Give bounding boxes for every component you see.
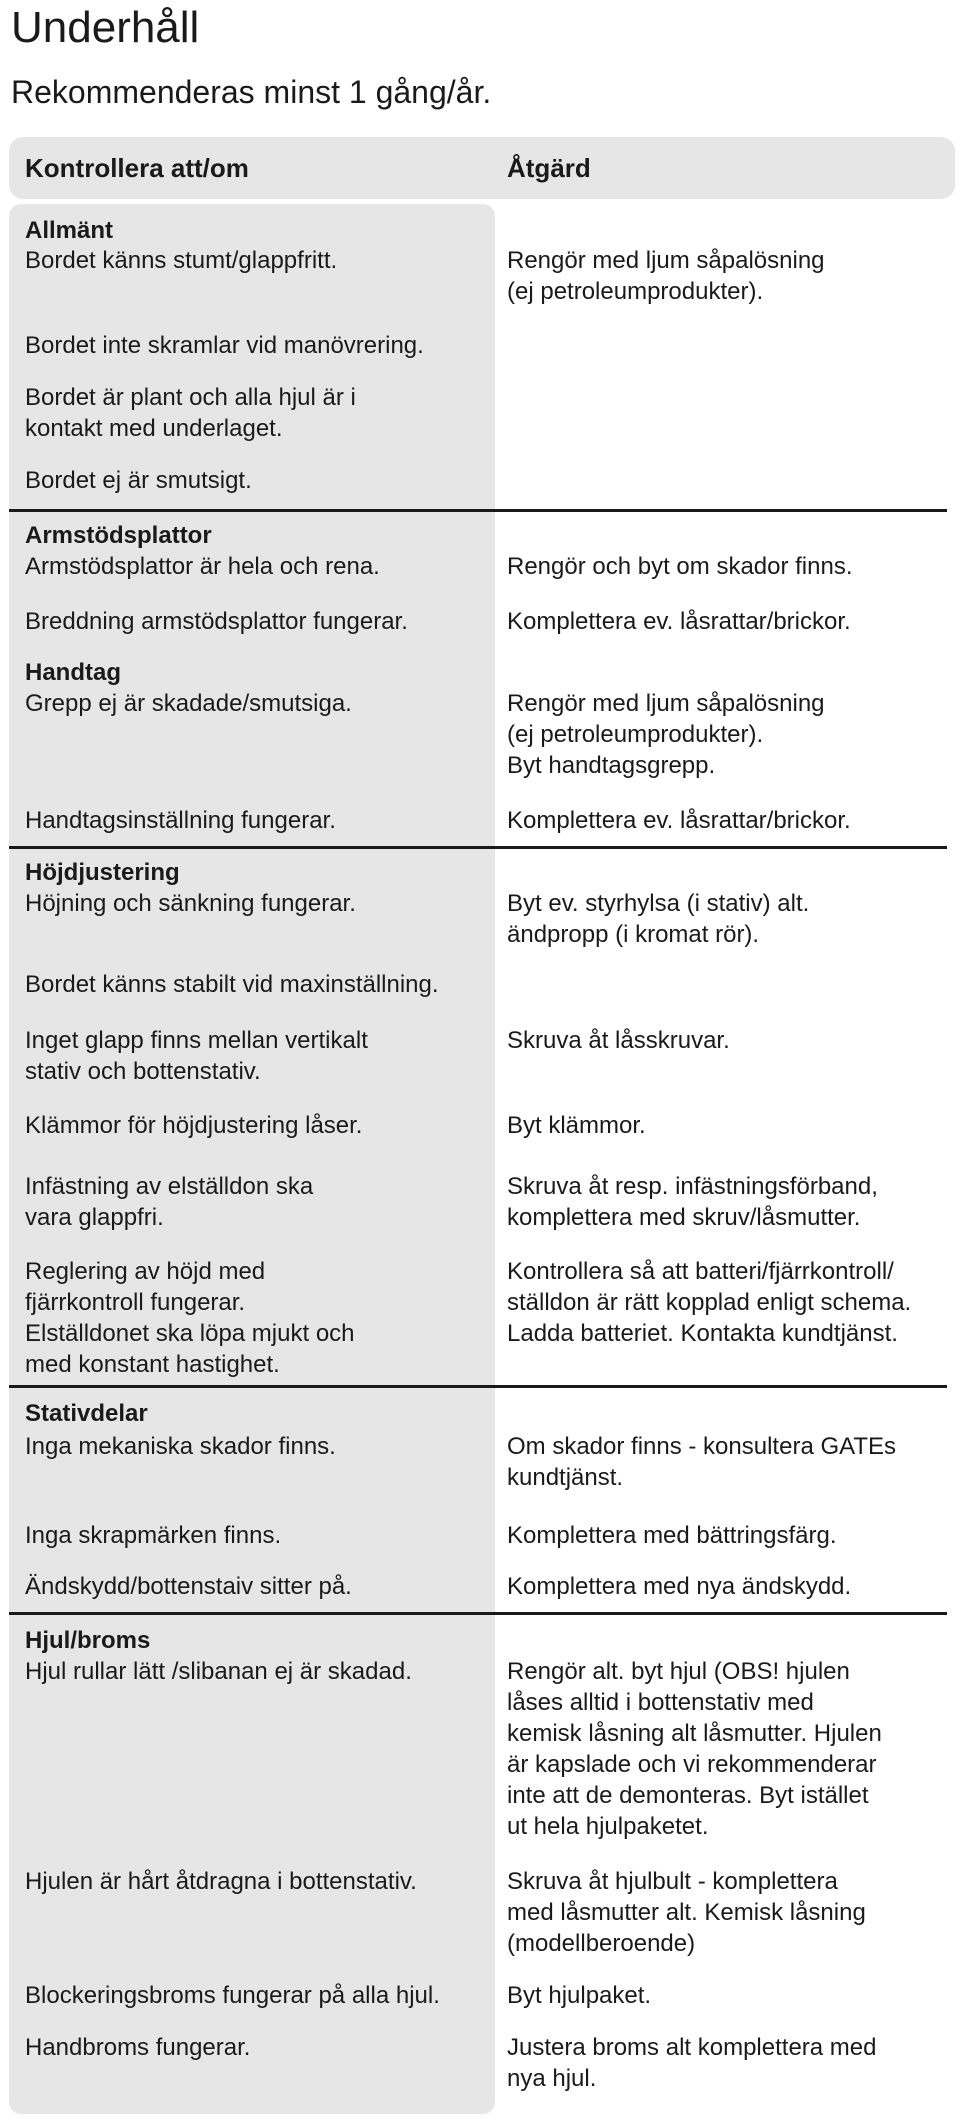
page-title: Underhåll [11, 3, 200, 52]
action-cell: Skruva åt låsskruvar. [507, 1027, 730, 1054]
column-header-action: Åtgärd [507, 153, 591, 183]
action-cell: Kontrollera så att batteri/fjärrkontroll/ ställdon är rätt kopplad enligt schema. Ladda batteriet. Kontakta kundtjänst. [507, 1258, 912, 1347]
check-cell: Armstödsplattor är hela och rena. [25, 553, 380, 580]
check-cell: Ändskydd/bottenstaiv sitter på. [25, 1573, 352, 1600]
section-heading: Stativdelar [25, 1400, 148, 1427]
action-cell: Byt ev. styrhylsa (i stativ) alt. ändpropp (i kromat rör). [507, 890, 810, 948]
section-divider [9, 509, 947, 512]
section-heading: Armstödsplattor [25, 522, 212, 549]
check-cell: Inget glapp finns mellan vertikalt stativ och bottenstativ. [25, 1027, 368, 1085]
action-cell: Rengör med ljum såpalösning (ej petroleumprodukter). [507, 247, 825, 305]
action-cell: Rengör alt. byt hjul (OBS! hjulen låses alltid i bottenstativ med kemisk låsning alt låsmutter. Hjulen är kapslade och vi rekommenderar inte att de demonteras. Byt istället ut hela hjulpaketet. [507, 1658, 882, 1840]
check-cell: Klämmor för höjdjustering låser. [25, 1112, 363, 1139]
action-cell: Justera broms alt komplettera med nya hjul. [507, 2034, 877, 2092]
check-cell: Grepp ej är skadade/smutsiga. [25, 690, 352, 717]
action-cell: Komplettera med bättringsfärg. [507, 1522, 837, 1549]
check-cell: Höjning och sänkning fungerar. [25, 890, 356, 917]
section-divider [9, 1612, 947, 1615]
action-cell: Skruva åt hjulbult - komplettera med låsmutter alt. Kemisk låsning (modellberoende) [507, 1868, 866, 1957]
check-cell: Inga mekaniska skador finns. [25, 1433, 336, 1460]
check-cell: Bordet känns stabilt vid maxinställning. [25, 971, 439, 998]
check-cell: Breddning armstödsplattor fungerar. [25, 608, 408, 635]
action-cell: Komplettera ev. låsrattar/brickor. [507, 608, 851, 635]
section-divider [9, 1385, 947, 1388]
check-cell: Blockeringsbroms fungerar på alla hjul. [25, 1982, 440, 2009]
check-cell: Bordet är plant och alla hjul är i kontakt med underlaget. [25, 384, 356, 442]
action-cell: Rengör med ljum såpalösning (ej petroleumprodukter). Byt handtagsgrepp. [507, 690, 825, 779]
check-cell: Bordet ej är smutsigt. [25, 467, 252, 494]
action-cell: Om skador finns - konsultera GATEs kundtjänst. [507, 1433, 897, 1491]
check-cell: Hjul rullar lätt /slibanan ej är skadad. [25, 1658, 412, 1685]
column-header-check: Kontrollera att/om [25, 153, 249, 183]
action-cell: Byt klämmor. [507, 1112, 646, 1139]
action-cell: Byt hjulpaket. [507, 1982, 652, 2009]
action-cell: Skruva åt resp. infästningsförband, komplettera med skruv/låsmutter. [507, 1173, 878, 1231]
check-cell: Reglering av höjd med fjärrkontroll fungerar. Elställdonet ska löpa mjukt och med konstant hastighet. [25, 1258, 355, 1378]
section-heading: Hjul/broms [25, 1627, 151, 1654]
check-cell: Hjulen är hårt åtdragna i bottenstativ. [25, 1868, 417, 1895]
section-heading: Höjdjustering [25, 859, 180, 886]
check-cell: Bordet inte skramlar vid manövrering. [25, 332, 424, 359]
check-cell: Infästning av elställdon ska vara glappfri. [25, 1173, 314, 1231]
action-cell: Rengör och byt om skador finns. [507, 553, 853, 580]
check-cell: Handbroms fungerar. [25, 2034, 251, 2061]
action-cell: Komplettera med nya ändskydd. [507, 1573, 852, 1600]
action-cell: Komplettera ev. låsrattar/brickor. [507, 807, 851, 834]
section-divider [9, 846, 947, 849]
page-subtitle: Rekommenderas minst 1 gång/år. [11, 74, 492, 110]
table-header [9, 137, 955, 199]
section-heading: Allmänt [25, 217, 114, 244]
section-heading: Handtag [25, 659, 121, 686]
check-cell: Bordet känns stumt/glappfritt. [25, 247, 338, 274]
check-cell: Inga skrapmärken finns. [25, 1522, 282, 1549]
check-cell: Handtagsinställning fungerar. [25, 807, 336, 834]
